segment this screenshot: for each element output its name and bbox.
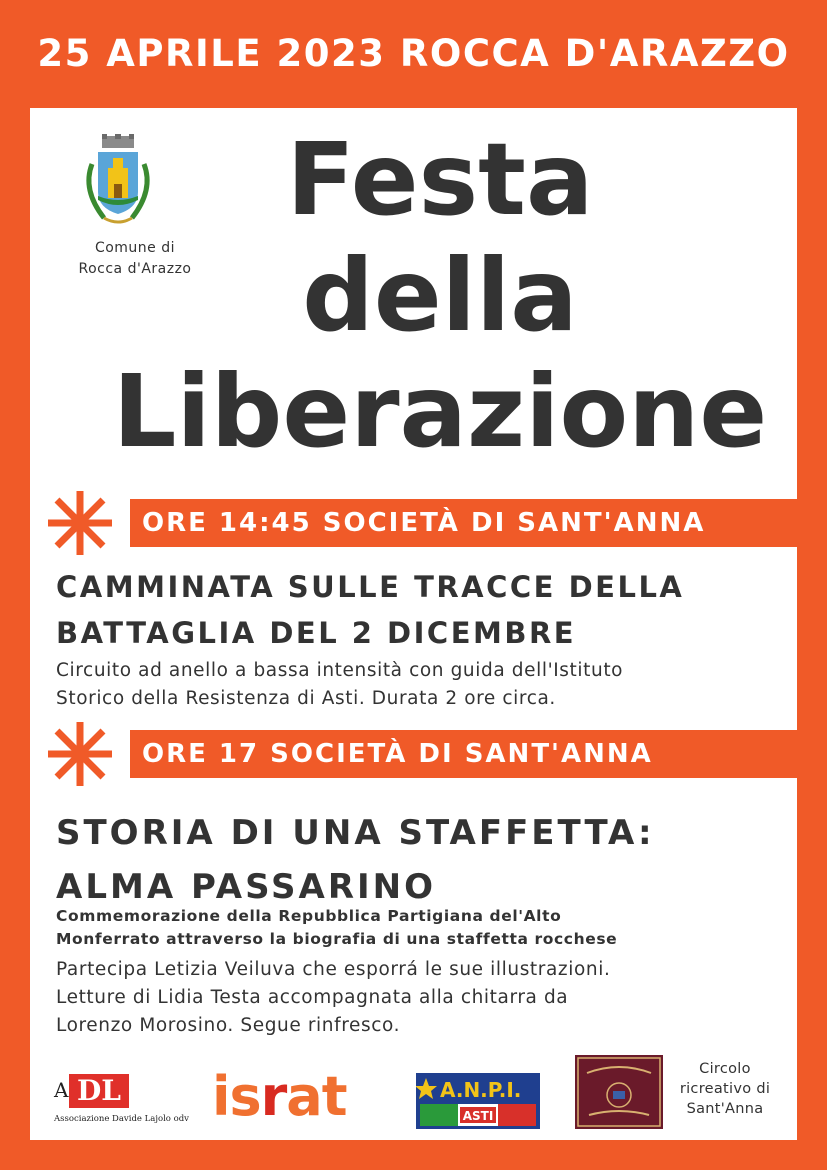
event2-desc-line1: Partecipa Letizia Veiluva che esporrá le sue illustrazioni. <box>56 959 611 980</box>
asterisk-icon <box>46 489 114 557</box>
event2-title-line1: STORIA DI UNA STAFFETTA: <box>56 813 655 853</box>
event2-desc-line3: Lorenzo Morosino. Segue rinfresco. <box>56 1015 401 1036</box>
circolo-label <box>670 1059 780 1119</box>
event1-title-line2: BATTAGLIA DEL 2 DICEMBRE <box>56 616 577 650</box>
adl-subtitle: Associazione Davide Lajolo odv <box>54 1114 189 1124</box>
anpi-logo <box>416 1073 540 1129</box>
event1-title-line1: CAMMINATA SULLE TRACCE DELLA <box>56 570 685 604</box>
adl-box: DL <box>69 1074 129 1108</box>
event1-title <box>56 564 684 656</box>
asterisk-icon <box>46 720 114 788</box>
main-title-line1: Festa <box>286 121 594 238</box>
event1-description <box>56 657 623 713</box>
adl-letter: A <box>54 1078 69 1102</box>
comune-line1: Comune di <box>94 240 176 256</box>
banner-flag-icon <box>575 1055 663 1129</box>
anpi-text: A.N.P.I. <box>440 1078 522 1102</box>
circolo-line3: Sant'Anna <box>686 1101 764 1117</box>
event1-time-band: ORE 14:45 SOCIETÀ DI SANT'ANNA <box>130 499 797 547</box>
anpi-city: ASTI <box>462 1109 494 1123</box>
israt-part2: r <box>260 1065 287 1128</box>
israt-part3: at <box>286 1065 347 1128</box>
main-title-line2: della <box>302 237 578 354</box>
event2-subtitle-line1: Commemorazione della Repubblica Partigiana del'Alto <box>56 907 562 925</box>
event1-desc-line2: Storico della Resistenza di Asti. Durata 2 ore circa. <box>56 688 556 709</box>
page-header-title: 25 APRILE 2023 ROCCA D'ARAZZO <box>37 32 790 75</box>
event2-subtitle <box>56 905 617 951</box>
circolo-line2: ricreativo di <box>679 1081 771 1097</box>
comune-line2: Rocca d'Arazzo <box>78 261 192 277</box>
event1-desc-line1: Circuito ad anello a bassa intensità con guida dell'Istituto <box>56 660 624 681</box>
circolo-line1: Circolo <box>699 1061 751 1077</box>
sponsor-logos <box>30 1045 797 1140</box>
event2-subtitle-line2: Monferrato attraverso la biografia di una staffetta rocchese <box>56 930 618 948</box>
event2-title-line2: ALMA PASSARINO <box>56 867 437 907</box>
main-title-line3: Liberazione <box>112 353 768 470</box>
israt-logo <box>212 1065 347 1129</box>
event2-time-band: ORE 17 SOCIETÀ DI SANT'ANNA <box>130 730 797 778</box>
event2-desc-line2: Letture di Lidia Testa accompagnata alla chitarra da <box>56 987 569 1008</box>
event2-description <box>56 956 610 1040</box>
event2-title <box>56 806 655 914</box>
adl-logo <box>54 1072 214 1132</box>
israt-part1: is <box>212 1065 261 1128</box>
